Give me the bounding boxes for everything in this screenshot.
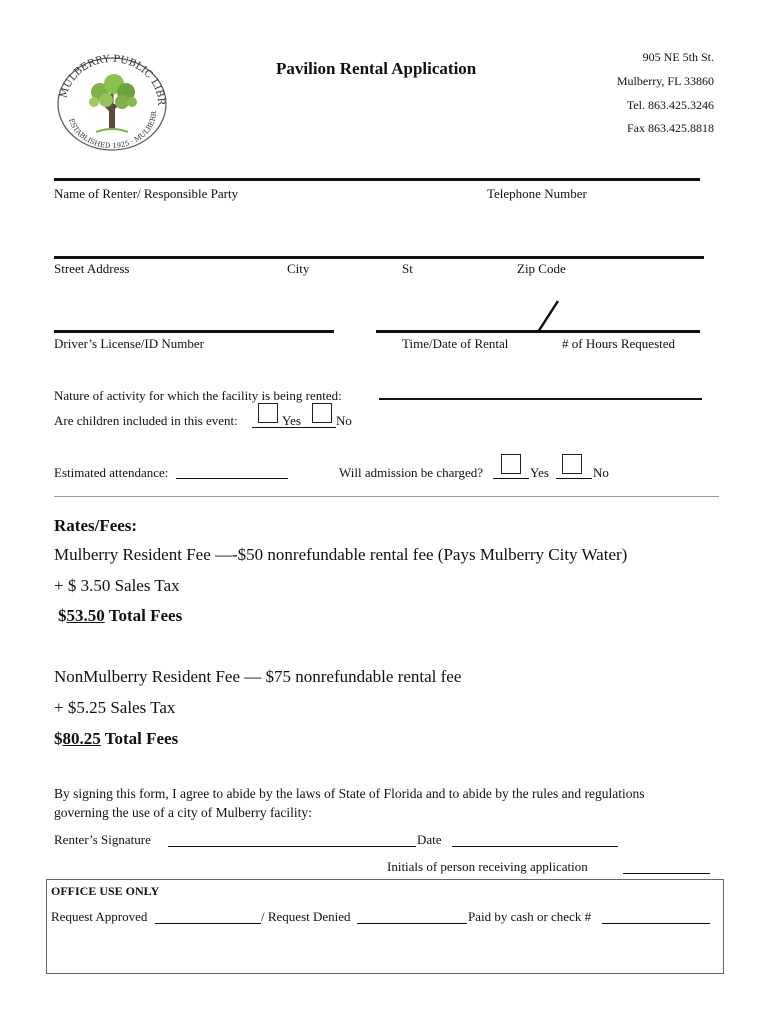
nonresident-tax-line: + $5.25 Sales Tax (54, 698, 176, 717)
zip-label: Zip Code (517, 261, 566, 276)
admission-no-underline (556, 478, 592, 479)
tel-line: Tel. 863.425.3246 (626, 98, 714, 112)
children-no-underline (306, 427, 336, 428)
nonresident-total-amount: 80.25 (62, 729, 101, 748)
telephone-label: Telephone Number (487, 186, 587, 201)
slash-divider-icon (536, 300, 560, 334)
children-yes-label: Yes (282, 413, 301, 428)
logo-bottom-text: ESTABLISHED 1925 · MULBERR (66, 111, 159, 151)
attendance-line[interactable] (176, 478, 288, 479)
library-logo (52, 52, 172, 152)
resident-tax-line: + $ 3.50 Sales Tax (54, 576, 180, 595)
admission-no-label: No (593, 465, 609, 480)
renter-name-label: Name of Renter/ Responsible Party (54, 186, 239, 201)
page-title: Pavilion Rental Application (276, 59, 477, 78)
nonresident-fee-line: NonMulberry Resident Fee — $75 nonrefundable rental fee (54, 667, 462, 686)
admission-yes-checkbox[interactable] (501, 454, 521, 474)
rates-heading: Rates/Fees: (54, 516, 138, 535)
city-line: Mulberry, FL 33860 (616, 74, 714, 88)
attendance-label: Estimated attendance: (54, 465, 169, 480)
section-divider (54, 496, 719, 497)
children-yes-checkbox[interactable] (258, 403, 278, 423)
request-denied-label: / Request Denied (261, 909, 351, 924)
time-date-label: Time/Date of Rental (402, 336, 509, 351)
resident-total-suffix: Total Fees (104, 606, 183, 625)
signature-label: Renter’s Signature (54, 832, 151, 847)
children-no-checkbox[interactable] (312, 403, 332, 423)
street-address-line[interactable] (54, 256, 704, 259)
request-approved-label: Request Approved (51, 909, 148, 924)
nonresident-total-prefix: $ (54, 729, 63, 748)
resident-fee-line: Mulberry Resident Fee —-$50 nonrefundable rental fee (Pays Mulberry City Water) (54, 545, 628, 564)
license-label: Driver’s License/ID Number (54, 336, 204, 351)
request-approved-line[interactable] (155, 923, 261, 924)
city-label: City (287, 261, 310, 276)
hours-label: # of Hours Requested (562, 336, 676, 351)
date-label: Date (417, 832, 442, 847)
state-label: St (402, 261, 413, 276)
paid-line[interactable] (602, 923, 710, 924)
resident-total-prefix: $ (58, 606, 67, 625)
admission-yes-label: Yes (530, 465, 549, 480)
admission-yes-underline (493, 478, 529, 479)
resident-total-amount: 53.50 (66, 606, 105, 625)
paid-label: Paid by cash or check # (468, 909, 592, 924)
logo-top-text: MULBERRY PUBLIC LIBR (58, 53, 167, 106)
street-label: Street Address (54, 261, 130, 276)
resident-total (58, 606, 182, 626)
license-line[interactable] (54, 330, 334, 333)
nature-line[interactable] (379, 398, 702, 400)
address-line: 905 NE 5th St. (642, 50, 714, 64)
tree-logo-icon (52, 52, 172, 152)
office-use-heading: OFFICE USE ONLY (51, 884, 160, 898)
renter-name-line[interactable] (54, 178, 700, 181)
initials-line[interactable] (623, 873, 710, 874)
admission-label: Will admission be charged? (339, 465, 484, 480)
nonresident-total (54, 729, 178, 749)
signature-line[interactable] (168, 846, 416, 847)
date-line[interactable] (452, 846, 618, 847)
nonresident-total-suffix: Total Fees (100, 729, 179, 748)
children-no-label: No (336, 413, 352, 428)
request-denied-line[interactable] (357, 923, 467, 924)
fax-line: Fax 863.425.8818 (627, 121, 714, 135)
initials-label: Initials of person receiving application (387, 859, 588, 874)
agreement-line-1: By signing this form, I agree to abide by the laws of State of Florida and to abide by the rules and regulations (54, 786, 645, 801)
children-label: Are children included in this event: (54, 413, 238, 428)
nature-label: Nature of activity for which the facility is being rented: (54, 388, 342, 403)
admission-no-checkbox[interactable] (562, 454, 582, 474)
agreement-line-2: governing the use of a city of Mulberry facility: (54, 805, 312, 820)
